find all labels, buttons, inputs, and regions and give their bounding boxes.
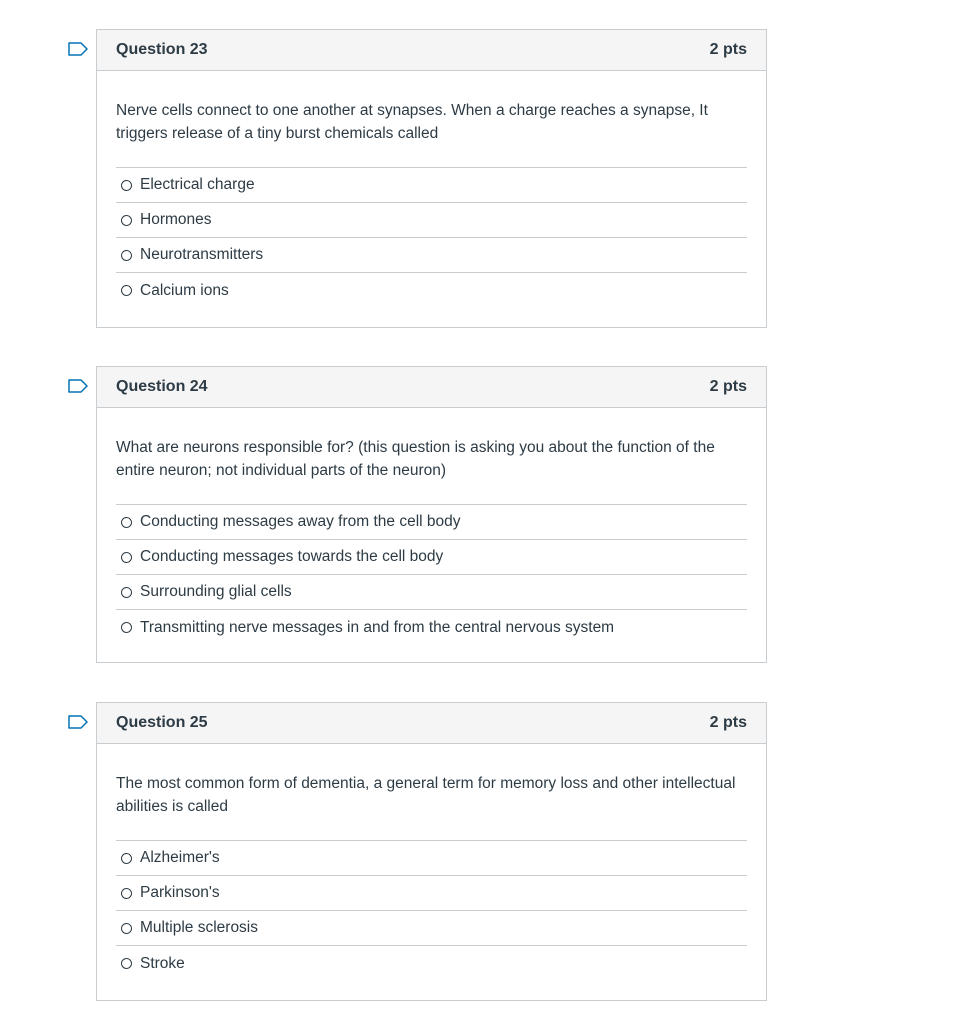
answer-label: Neurotransmitters — [140, 246, 264, 263]
radio-button-icon[interactable] — [121, 958, 132, 969]
answer-list — [116, 840, 747, 981]
answer-label: Hormones — [140, 211, 212, 228]
answer-option[interactable] — [116, 203, 747, 238]
question-body — [97, 744, 766, 999]
question-header — [97, 30, 766, 71]
radio-button-icon[interactable] — [121, 587, 132, 598]
answer-option[interactable] — [116, 168, 747, 203]
answer-label: Alzheimer's — [140, 849, 220, 866]
flag-question-icon[interactable] — [68, 379, 88, 393]
question-points: 2 pts — [709, 378, 747, 395]
flag-question-icon[interactable] — [68, 42, 88, 56]
radio-button-icon[interactable] — [121, 285, 132, 296]
radio-button-icon[interactable] — [121, 215, 132, 226]
answer-option[interactable] — [116, 575, 747, 610]
answer-label: Electrical charge — [140, 176, 255, 193]
question-body — [97, 71, 766, 326]
question-header — [97, 367, 766, 408]
question-text: Nerve cells connect to one another at synapses. When a charge reaches a synapse, It triggers release of a tiny burst chemicals called — [116, 102, 708, 142]
answer-label: Conducting messages towards the cell body — [140, 548, 444, 565]
radio-button-icon[interactable] — [121, 923, 132, 934]
question-23 — [96, 29, 767, 328]
answer-list — [116, 167, 747, 308]
answer-option[interactable] — [116, 876, 747, 911]
answer-option[interactable] — [116, 841, 747, 876]
answer-label: Transmitting nerve messages in and from the central nervous system — [140, 618, 615, 636]
answer-list — [116, 504, 747, 645]
radio-button-icon[interactable] — [121, 250, 132, 261]
answer-option[interactable] — [116, 540, 747, 575]
answer-label: Multiple sclerosis — [140, 919, 259, 936]
question-24 — [96, 366, 767, 663]
question-text: The most common form of dementia, a general term for memory loss and other intellectual abilities is called — [116, 775, 736, 815]
flag-question-icon[interactable] — [68, 715, 88, 729]
question-points: 2 pts — [709, 41, 747, 58]
answer-option[interactable] — [116, 238, 747, 273]
question-title: Question 24 — [116, 378, 208, 395]
radio-button-icon[interactable] — [121, 552, 132, 563]
question-points: 2 pts — [709, 714, 747, 731]
radio-button-icon[interactable] — [121, 622, 132, 633]
question-title: Question 25 — [116, 714, 208, 731]
answer-option[interactable] — [116, 505, 747, 540]
answer-label: Conducting messages away from the cell body — [140, 513, 461, 530]
radio-button-icon[interactable] — [121, 853, 132, 864]
answer-option[interactable] — [116, 911, 747, 946]
answer-label: Stroke — [140, 954, 185, 972]
radio-button-icon[interactable] — [121, 180, 132, 191]
question-body — [97, 408, 766, 663]
answer-option[interactable] — [116, 273, 747, 308]
radio-button-icon[interactable] — [121, 888, 132, 899]
answer-label: Surrounding glial cells — [140, 583, 292, 600]
answer-option[interactable] — [116, 610, 747, 645]
question-title: Question 23 — [116, 41, 208, 58]
answer-label: Calcium ions — [140, 281, 229, 299]
answer-label: Parkinson's — [140, 884, 220, 901]
answer-option[interactable] — [116, 946, 747, 981]
question-header — [97, 703, 766, 744]
question-text: What are neurons responsible for? (this question is asking you about the function of the entire neuron; not individual parts of the neuron) — [116, 439, 715, 479]
question-25 — [96, 702, 767, 1001]
radio-button-icon[interactable] — [121, 517, 132, 528]
